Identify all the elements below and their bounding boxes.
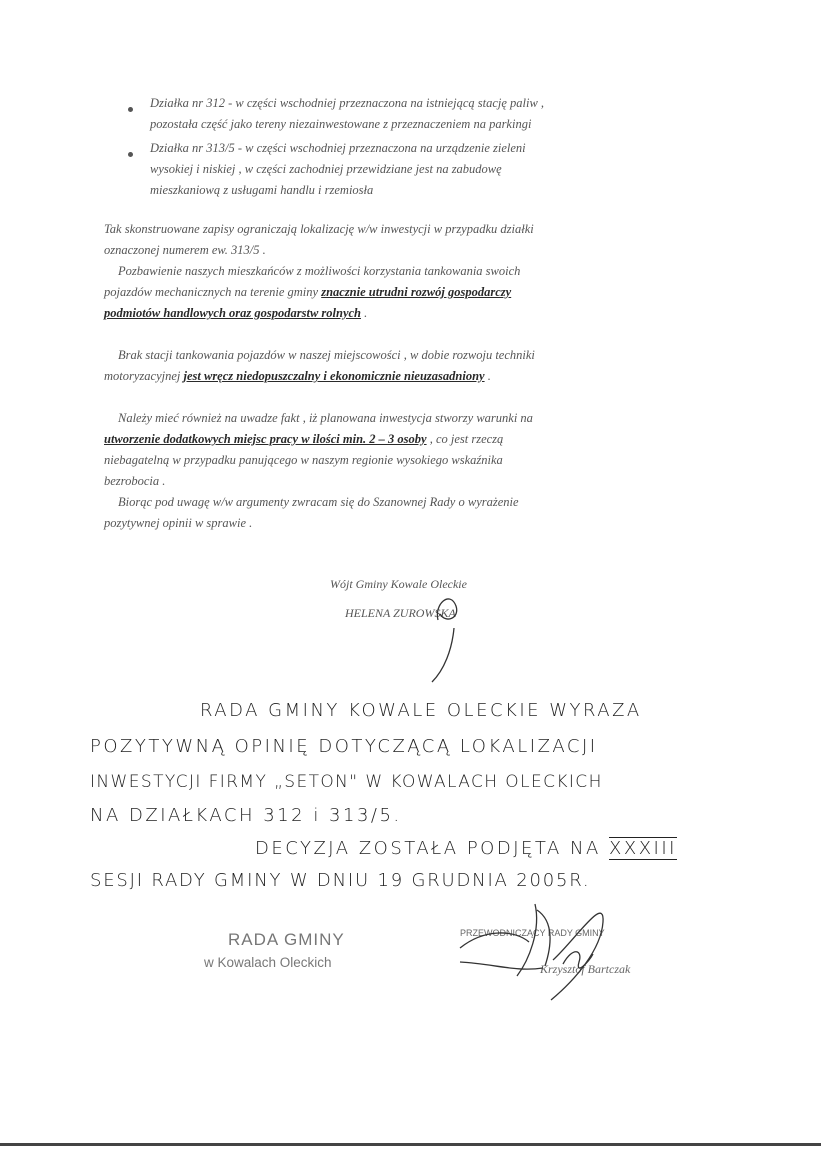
- stamp-rada-title: RADA GMINY: [228, 930, 345, 949]
- stamp-chair-name: Krzysztof Bartczak: [540, 962, 631, 976]
- paragraph-2-emphasis: znacznie utrudni rozwój gospodarczy: [321, 285, 512, 299]
- handwritten-line-6: SESJI RADY GMINY W DNIU 19 GRUDNIA 2005R.: [90, 870, 591, 891]
- paragraph-2-text: pojazdów mechanicznych na terenie gminy: [104, 285, 322, 299]
- paragraph-3-line-2: [104, 369, 491, 384]
- bullet-1-line-1: Działka nr 312 - w części wschodniej przeznaczona na istniejącą stację paliw ,: [150, 96, 545, 110]
- stamp-chair-title: PRZEWODNICZĄCY RADY GMINY: [460, 928, 605, 938]
- paragraph-3-end: .: [484, 369, 491, 383]
- paragraph-4-line-5: Biorąc pod uwagę w/w argumenty zwracam się do Szanownej Rady o wyrażenie: [118, 495, 519, 509]
- handwritten-line-3: INWESTYCJI FIRMY „SETON" W KOWALACH OLECKICH: [90, 772, 603, 792]
- handwritten-line-4: NA DZIAŁKACH 312 i 313/5.: [90, 805, 402, 826]
- signature-name: HELENA ZUROWSKA: [345, 606, 456, 620]
- paragraph-4-text: , co jest rzeczą: [426, 432, 504, 446]
- bullet-dot: [128, 152, 133, 157]
- handwritten-line-2: POZYTYWNĄ OPINIĘ DOTYCZĄCĄ LOKALIZACJI: [90, 736, 598, 757]
- bullet-1-line-2: pozostała część jako tereny niezainwestowane z przeznaczeniem na parkingi: [150, 117, 532, 131]
- paragraph-2-emphasis-cont: podmiotów handlowych oraz gospodarstw rolnych: [104, 306, 361, 320]
- paragraph-3-text: motoryzacyjnej: [104, 369, 184, 383]
- handwritten-decision: DECYZJA ZOSTAŁA PODJĘTA NA: [255, 838, 610, 859]
- handwritten-line-1: RADA GMINY KOWALE OLECKIE WYRAZA: [200, 700, 642, 721]
- paragraph-4-line-2: [104, 432, 503, 447]
- page-bottom-edge: [0, 1143, 821, 1146]
- bullet-2-line-3: mieszkaniową z usługami handlu i rzemiosła: [150, 183, 374, 197]
- paragraph-4-line-6: pozytywnej opinii w sprawie .: [104, 516, 253, 530]
- signature-title: Wójt Gminy Kowale Oleckie: [330, 577, 467, 591]
- paragraph-2-line-3: [104, 306, 367, 321]
- paragraph-2-line-2: [104, 285, 511, 300]
- paragraph-3-line-1: Brak stacji tankowania pojazdów w naszej miejscowości , w dobie rozwoju techniki: [118, 348, 535, 362]
- paragraph-4-line-4: bezrobocia .: [104, 474, 166, 488]
- stamp-rada-place: w Kowalach Oleckich: [204, 955, 332, 970]
- session-number: XXXIII: [609, 838, 677, 859]
- paragraph-2-end: .: [361, 306, 368, 320]
- chairman-signature: [455, 900, 635, 1010]
- paragraph-4-line-3: niebagatelną w przypadku panującego w naszym regionie wysokiego wskaźnika: [104, 453, 503, 467]
- paragraph-4-line-1: Należy mieć również na uwadze fakt , iż planowana inwestycja stworzy warunki na: [118, 411, 533, 425]
- handwritten-line-5: [255, 838, 677, 859]
- mayor-signature: [410, 570, 490, 690]
- bullet-2-line-2: wysokiej i niskiej , w części zachodniej przewidziane jest na zabudowę: [150, 162, 502, 176]
- paragraph-4-emphasis: utworzenie dodatkowych miejsc pracy w ilości min. 2 – 3 osoby: [104, 432, 427, 446]
- bullet-dot: [128, 107, 133, 112]
- paragraph-2-line-1: Pozbawienie naszych mieszkańców z możliwości korzystania tankowania swoich: [118, 264, 521, 278]
- paragraph-1-line-2: oznaczonej numerem ew. 313/5 .: [104, 243, 266, 257]
- paragraph-1-line-1: Tak skonstruowane zapisy ograniczają lokalizację w/w inwestycji w przypadku działki: [104, 222, 534, 236]
- bullet-2-line-1: Działka nr 313/5 - w części wschodniej przeznaczona na urządzenie zieleni: [150, 141, 526, 155]
- paragraph-3-emphasis: jest wręcz niedopuszczalny i ekonomicznie nieuzasadniony: [183, 369, 485, 383]
